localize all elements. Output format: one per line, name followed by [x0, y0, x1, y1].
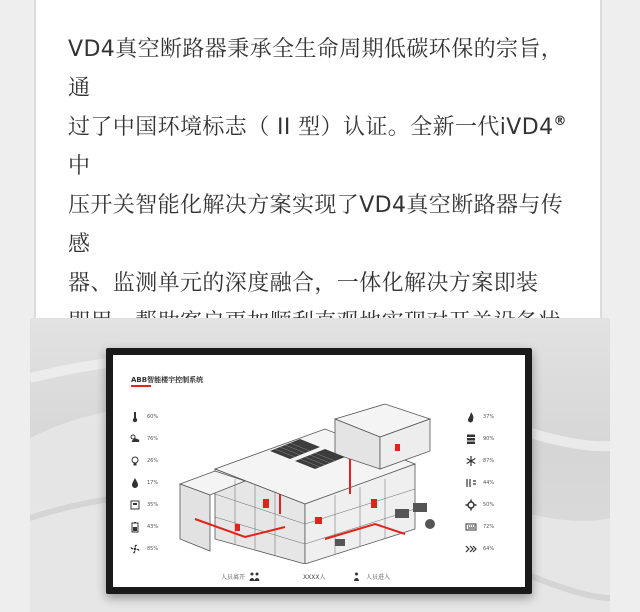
- right-metric-2: [465, 433, 494, 445]
- thermometer-icon: [129, 411, 141, 423]
- snowflake-icon: [465, 455, 477, 467]
- people-leaving-icon: [249, 572, 260, 581]
- article-line-3: 压开关智能化解决方案实现了VD4真空断路器与传感: [68, 193, 564, 257]
- right-metric-3-value: 87%: [483, 458, 495, 464]
- right-metric-1: [465, 411, 494, 423]
- status-people-leaving: [221, 572, 260, 581]
- right-metric-7: [465, 543, 494, 555]
- left-metric-7: [129, 543, 158, 555]
- lightbulb-icon: [129, 455, 141, 467]
- water-drop-icon: [129, 477, 141, 489]
- left-metric-3-value: 26%: [147, 458, 159, 464]
- left-metric-4-value: 17%: [147, 480, 159, 486]
- article-line-2-tail: 中: [68, 154, 91, 179]
- fan-icon: [129, 543, 141, 555]
- left-metric-6-value: 43%: [147, 524, 159, 530]
- left-metric-4: [129, 477, 158, 489]
- right-metric-4-value: 44%: [483, 480, 495, 486]
- gear-icon: [465, 499, 477, 511]
- screen-display: [113, 355, 525, 587]
- left-metric-3: [129, 455, 158, 467]
- left-metric-2-value: 76%: [147, 436, 159, 442]
- status-people-count-label: XXXX人: [303, 574, 326, 581]
- right-metric-6: [465, 521, 494, 533]
- left-metric-5: [129, 499, 158, 511]
- people-entering-icon: [351, 572, 362, 581]
- right-metric-2-value: 90%: [483, 436, 495, 442]
- system-title: ABB智能楼宇控制系统: [131, 376, 204, 384]
- power-meter-icon: [129, 499, 141, 511]
- building-illustration: [175, 399, 455, 564]
- control-screen: [106, 348, 532, 594]
- left-metric-5-value: 35%: [147, 502, 159, 508]
- left-metric-1-value: 60%: [147, 414, 159, 420]
- switchboard-icon: [465, 521, 477, 533]
- right-metric-5-value: 50%: [483, 502, 495, 508]
- right-metric-5: [465, 499, 494, 511]
- status-people-leaving-label: 人员离开: [221, 574, 246, 581]
- title-accent-bar: [131, 385, 151, 387]
- left-metric-6: [129, 521, 158, 533]
- status-people-count: [303, 572, 325, 581]
- article-line-4: 器、监测单元的深度融合，一体化解决方案即装: [68, 271, 539, 296]
- airflow-icon: [465, 543, 477, 555]
- right-metric-1-value: 37%: [483, 414, 495, 420]
- battery-icon: [129, 521, 141, 533]
- right-metric-3: [465, 455, 494, 467]
- hvac-icon: [465, 477, 477, 489]
- flame-icon: [465, 411, 477, 423]
- article-line-1: VD4真空断路器秉承全生命周期低碳环保的宗旨，通: [68, 37, 564, 101]
- article-line-2: [68, 108, 580, 186]
- left-metric-2: [129, 433, 158, 445]
- right-metric-6-value: 72%: [483, 524, 495, 530]
- article-line-2-text: 过了中国环境标志（ II 型）认证。全新一代iVD4: [68, 115, 554, 140]
- status-people-entering: [351, 572, 390, 581]
- right-metric-4: [465, 477, 494, 489]
- status-people-entering-label: 人员进入: [366, 574, 391, 581]
- left-metric-1: [129, 411, 158, 423]
- trademark-symbol: ®: [553, 114, 567, 129]
- left-metric-7-value: 85%: [147, 546, 159, 552]
- sun-cloud-icon: [129, 433, 141, 445]
- right-metric-7-value: 64%: [483, 546, 495, 552]
- server-icon: [465, 433, 477, 445]
